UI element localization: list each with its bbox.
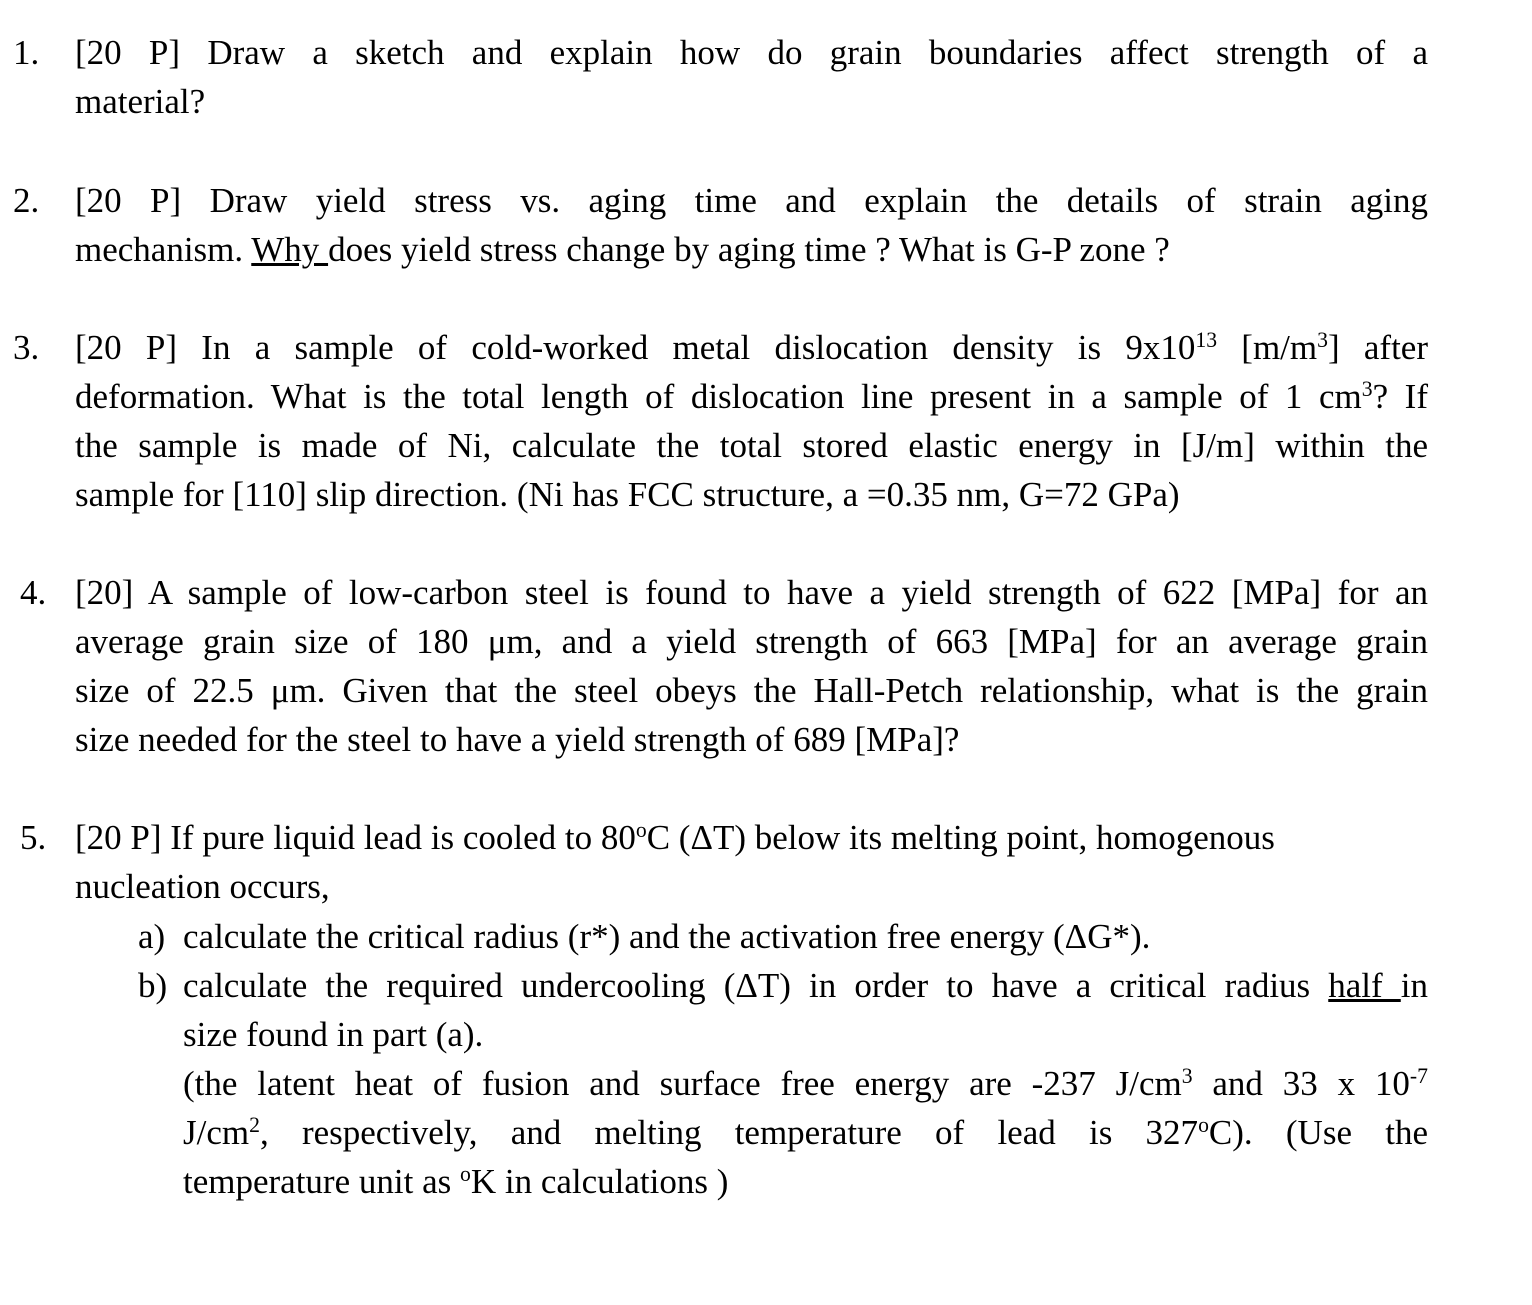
question-text: [75, 323, 1428, 519]
text-line: [20 P] Draw a sketch and explain how do grain boundaries affect strength of a: [75, 33, 1428, 72]
text-line: average grain size of 180 μm, and a yield strength of 663 [MPa] for an average grain: [75, 622, 1428, 661]
text-line: sample for [110] slip direction. (Ni has FCC structure, a =0.35 nm, G=72 GPa): [75, 475, 1180, 514]
question-text: [75, 176, 1428, 274]
text-line: [20 P] Draw yield stress vs. aging time and explain the details of strain aging: [75, 181, 1428, 220]
question-number: 4.: [20, 573, 47, 612]
text-line: temperature unit as $^o$K in calculations ): [183, 1162, 729, 1201]
text-line: (the latent heat of fusion and surface free energy are -237 $J/cm^3$ and 33 x $10^{-7}$: [183, 1064, 1428, 1103]
question-number: 3.: [13, 328, 40, 367]
text-line: calculate the required undercooling (ΔT) in order to have a critical radius half in: [183, 966, 1428, 1005]
text-line: size needed for the steel to have a yield strength of 689 [MPa]?: [75, 720, 960, 759]
text-line: material?: [75, 82, 206, 121]
sub-question-label: a): [138, 917, 166, 956]
text-line: the sample is made of Ni, calculate the total stored elastic energy in [J/m] within the: [75, 426, 1428, 465]
question-text: [75, 813, 1428, 911]
sub-question-text: [183, 912, 1428, 961]
text-line: calculate the critical radius (r*) and the activation free energy (ΔG*).: [183, 917, 1151, 956]
text-line: [20] A sample of low-carbon steel is found to have a yield strength of 622 [MPa] for an: [75, 573, 1428, 612]
text-line: nucleation occurs,: [75, 867, 330, 906]
question-text: [75, 568, 1428, 764]
text-line: deformation. What is the total length of dislocation line present in a sample of 1 $cm^3$? If: [75, 377, 1428, 416]
text-line: [20 P] In a sample of cold-worked metal dislocation density is $9x10^{13}$ $[m/m^3]$ after: [75, 328, 1428, 367]
underlined-text: Why: [251, 230, 329, 269]
underlined-text: half: [1328, 966, 1401, 1005]
question-number: 1.: [13, 33, 40, 72]
question-number: 2.: [13, 181, 40, 220]
text-line: [20 P] If pure liquid lead is cooled to 80$^o$C (ΔT) below its melting point, homogenous: [75, 818, 1275, 857]
text-line: $J/cm^2$, respectively, and melting temperature of lead is 327$^o$C). (Use the: [183, 1113, 1428, 1152]
sub-question-text: [183, 961, 1428, 1206]
text-line: size of 22.5 μm. Given that the steel obeys the Hall-Petch relationship, what is the grain: [75, 671, 1428, 710]
question-number: 5.: [20, 818, 47, 857]
question-text: [75, 28, 1428, 126]
text-line: mechanism. Why does yield stress change by aging time ? What is G-P zone ?: [75, 230, 1170, 269]
text-line: size found in part (a).: [183, 1015, 484, 1054]
sub-question-label: b): [138, 966, 168, 1005]
